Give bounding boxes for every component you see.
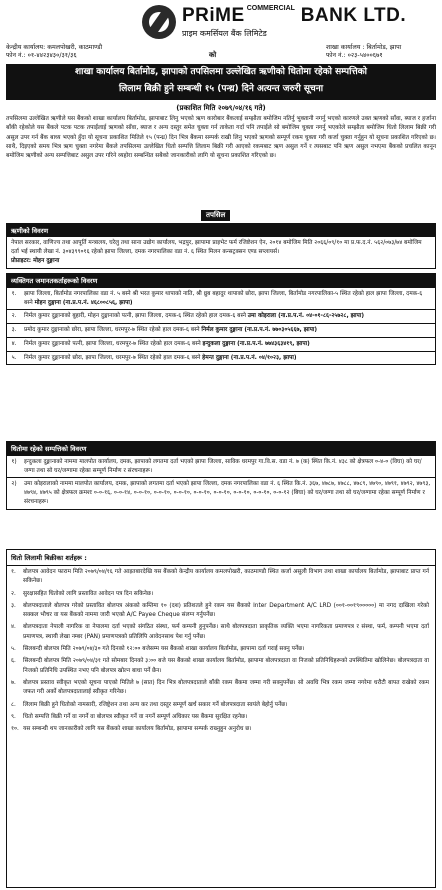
term-text: यस सम्बन्धी थप जानकारीको लागि यस बैंकको शाखा कार्यालय बिर्तामोड, झापामा सम्पर्क राख्नुहुन अनुरोध छ। <box>23 726 252 733</box>
item-text: इन्दुकला दुङ्गानाको नाममा मालपोत कार्यालय, दमक, झापाको लगतमा दर्ता भएको झापा जिल्ला, साविक धरमपुर गा.वि.स. वडा नं. ७ (क) स्थित कि.नं. ४३८ को क्षेत्रफल ०-४-० (विघा) को घर/जग्गा तथा सो घर/जग्गामा रहेका सम्पूर्ण निर्माण र संरचनाहरू। <box>24 459 422 474</box>
term-item <box>11 623 429 642</box>
borrower-heading: ऋणीको विवरण <box>7 224 435 237</box>
collateral-section <box>6 441 436 510</box>
item-number: १. <box>11 291 17 297</box>
term-text: लिलाम बिक्री हुने धितोको नामसारी, रजिष्ट्रेशन तथा अन्य कर तथा दस्तुर सम्पूर्ण खर्च सकार गर्ने बोलपत्रदाता स्वयंले बेहोर्नु पर्नेछ। <box>23 701 288 708</box>
term-text: बोलपत्रदाता नेपाली नागरिक वा नेपालमा दर्ता भएको संगठित संस्था, फर्म कम्पनी हुनुपर्नेछ। साथै बोलपत्रदाता प्राकृतिक व्यक्ति भएमा नागरिकता प्रमाणपत्र र संस्था, फर्म, कम्पनी भएमा दर्ता प्रमाणपत्र, स्थायी लेखा नम्बर (PAN) प्रमाणपत्रको प्रतिलिपि आवेदनसाथ पेश गर्नु पर्नेछ। <box>23 624 429 640</box>
term-item <box>11 590 429 599</box>
item-person-name: उमा कोइराला (ना.प्र.प.नं. ०४-०१-८६-२५७२८, झापा) <box>247 313 364 320</box>
bank-logo <box>142 5 406 39</box>
term-text: बोलपत्र आवेदन फाराम मिति २०७९/०४/१६ गते आइतबारदेखि यस बैंकको केन्द्रीय कार्यालय कमलपोखरी, काठमाण्डौ स्थित कर्जा असुली विभाग तथा शाखा कार्यालय बिर्तामोड, झापाबाट प्राप्त गर्न सकिनेछ। <box>23 569 429 585</box>
term-number: १. <box>11 569 16 575</box>
list-item <box>7 337 435 351</box>
item-person-name: हेमन्त दुङ्गाना (ना.प्र.प.नं. ०४/१०२३, झापा) <box>202 354 297 361</box>
list-item <box>7 455 435 477</box>
term-item <box>11 645 429 654</box>
item-number: २. <box>11 313 17 320</box>
term-number: ४. <box>11 624 16 631</box>
item-person-name: निर्मल कुमार दुङ्गाना (ना.प्र.प.नं. ७७०३०५६६७, झापा) <box>201 327 318 334</box>
notice-title: शाखा कार्यालय बिर्तामोड, झापाको तपसिलमा उल्लेखित ऋणीको धितोमा रहेको सम्पत्तिको लिलाम बिक्री हुने सम्बन्धी १५ (पन्ध्र) दिने अत्यन्त जरुरी सूचना <box>6 64 436 100</box>
list-item <box>7 351 435 365</box>
guarantor-heading: व्यक्तिगत जमानतकर्ताहरूको विवरण <box>7 274 435 287</box>
term-number: ९. <box>11 713 16 720</box>
publish-date: (प्रकाशित मिति २०७९/०४/१६ गते) <box>176 104 266 112</box>
list-item <box>7 323 435 337</box>
item-number: ४. <box>11 340 17 347</box>
item-text: निर्मल कुमार दुङ्गानाको छोरा, झापा जिल्ला, धरमपुर-७ स्थित रहेको हाल दमक-६ बस्ने <box>24 354 201 361</box>
term-text: सिलबन्दी बोलपत्र मिति २०७९/०४/३० गते दिनको १२:०० बजेसम्म यस बैंकको शाखा कार्यालय बिर्तामोड, झापामा दर्ता गराई सक्नु पर्नेछ। <box>23 646 305 653</box>
item-number: ३. <box>11 327 17 334</box>
term-number: ७. <box>11 679 16 686</box>
item-person-name: मोहन दुङ्गाना (ना.प्र.प.नं. ४६८००८५६, झापा) <box>34 299 133 306</box>
borrower-owner: प्रोप्राइटर: मोहन दुङ्गाना <box>11 258 60 264</box>
collateral-heading: धितोमा रहेको सम्पत्तिको विवरण <box>7 442 435 455</box>
item-text: झापा जिल्ला, बिर्तामोड नगरपालिका वडा नं. ५ बस्ने श्री भरत कुमार थापाको नाति, श्री ध्रुब बहादुर थापाको छोरा, झापा जिल्ला, बिर्तामोड नगरपालिका-५ स्थित रहेको हाल झापा जिल्ला, दमक-६ बस्ने <box>24 291 423 306</box>
term-number: २. <box>11 590 16 597</box>
terms-heading: धितो लिलामी बिक्रीका शर्तहरू : <box>7 550 435 566</box>
term-item <box>11 657 429 676</box>
item-number: २) <box>11 481 17 488</box>
item-text: निर्मल कुमार दुङ्गानाको बुहारी, मोहन दुङ्गानाको पत्नी, झापा जिल्ला, दमक-६ स्थित रहेको हाल दमक-६ बस्ने <box>24 313 246 320</box>
bank-name: PRiME $^{COMMERCIAL}$ BANK LTD. <box>182 5 407 26</box>
item-text: प्रमोद कुमार दुङ्गानाको छोरा, झापा जिल्ला, धरमपुर-७ स्थित रहेको हाल दमक-६ बस्ने <box>24 327 200 334</box>
branch-office: शाखा कार्यालय : बिर्तामोड, झापा फोन नं.: ०२३-५४००६७१ <box>326 44 402 59</box>
term-number: ३. <box>11 602 16 609</box>
term-item <box>11 602 429 621</box>
term-item <box>11 568 429 587</box>
item-number: ५. <box>11 354 17 361</box>
term-item <box>11 679 429 698</box>
term-text: बोलपत्रदाताले बोलपत्र गरेको प्रस्तावित बोलपत्र अंकको कम्तिमा १० (दश) प्रतिशतले हुने रकम यस बैंकको Inter Department A/C LRD (००१-००१९०००००) मा नगद दाखिला गरेको सक्कल भौचर वा यस बैंकको नाममा जारी भएको A/C Payee Cheque संलग्न गर्नुपर्नेछ। <box>23 602 429 619</box>
terms-section <box>6 549 436 888</box>
term-item <box>11 725 429 734</box>
bank-name-nepali: प्राइम कमर्सियल बैंक लिमिटेड <box>182 29 267 38</box>
term-number: ८. <box>11 701 16 708</box>
term-number: ५. <box>11 646 16 653</box>
item-text: निर्मल कुमार दुङ्गानाको पत्नी, झापा जिल्ला, धरमपुर-७ स्थित रहेको हाल दमक-६ बस्ने <box>24 340 201 347</box>
list-item <box>7 287 435 309</box>
term-number: ६. <box>11 658 16 665</box>
item-number: १) <box>11 459 17 465</box>
term-item <box>11 713 429 722</box>
term-text: बोलपत्र प्रस्ताव स्वीकृत भएको सूचना पाएको मितिले ७ (सात) दिन भित्र बोलपत्रदाताले बाँकी रकम बैंकमा जम्मा गरी सक्नुपर्नेछ। सो अवधि भित्र रकम जम्मा नगरेमा धरौटी बापत राखेको रकम जफत गरी अर्को बोलपत्रदातालाई स्वीकृत गरिनेछ। <box>23 679 429 696</box>
item-text: उमा कोइरालाको नाममा मालपोत कार्यालय, दमक, झापाको लगतमा दर्ता भएको झापा जिल्ला, दमक नगरपालिका वडा नं. ६ स्थित कि.नं. ३६७, ४७८७, ४७८८, ४७८९, ४७९०, ४७९१, ४७९२, ४७९३, ४७९४, ४७९५ को क्षेत्रफल क्रमशः ०-०-१६, ०-०-१४, ०-०-१०, ०-०-१०, ०-०-१०, ०-०-१०, ०-०-१०, ०-०-१०, ०-०-१०, ०-०-१२ (बिघा) को घर/जग्गा तथा सो घर/जग्गामा रहेका सम्पूर्ण निर्माण र संरचनाहरू। <box>24 481 431 505</box>
tapsil-label: तपसिल <box>201 210 230 221</box>
borrower-section <box>6 223 436 269</box>
bank-logo-icon <box>142 5 176 39</box>
list-item <box>7 309 435 323</box>
guarantor-section <box>6 273 436 365</box>
notice-intro: तपसिलमा उल्लेखित ऋणीले यस बैंकको शाखा कार्यालय बिर्तामोड, झापाबाट लिनु भएको ऋण कारोबार बैंकलाई सम्झौता बमोजिम नतिर्नु भुक्तानी नगर्नु भएको कारणले उक्त ऋणको साँवा, ब्याज र हर्जाना बाँकी रहेकोले यस बैंकले पटक पटक तपाईंलाई ऋणको साँवा, ब्याज र अन्य दस्तुर समेत चुक्ता गर्न ताकेता गर्दा पनि तपाईंले सो बमोजिम चुक्ता नगर्नु भएकोले सम्झौता बमोजिम धितो लिलाम बिक्री गरी असुल उपर गर्न बैंक बाध्य भएको हुँदा यो सूचना प्रकाशित मितिले १५ (पन्ध्र) दिन भित्र बैंकमा सम्पर्क राखी लिनु भएको ऋणको सम्पूर्ण रकम चुक्ता गरी कर्जा चुक्ता गर्नुहुन यो सूचना प्रकाशित गरिएको छ। साथै, दिइएको समय भित्र ऋण चुक्ता नगरेमा बैंकले तपसिलमा उल्लेखित धितो सम्पत्ति लिलाम बिक्री गरी आएको रकमबाट ऋण असुल गर्ने र त्यसबाट पनि ऋण असुल नभएमा बैंकको प्रचलित कानून बमोजिम ऋणीको अन्य सम्पत्तिबाट असुल उपर गरिने व्यहोरा सम्बन्धित सबैको जानकारीको लागि यो सूचना प्रकाशित गरिएको छ। <box>6 116 436 160</box>
term-text: सिलबन्दी बोलपत्र मिति २०७९/०४/३१ गते सोमबार दिनको ३:०० बजे यस बैंकको शाखा कार्यालय बिर्तामोड, झापामा बोलपत्रदाता वा निजको प्रतिनिधिहरूको उपस्थितिमा खोलिनेछ। बोलपत्रदाता वा निजको प्रतिनिधि उपस्थित नभए पनि बोलपत्र खोल्न बाधा पर्ने छैन। <box>23 658 429 674</box>
term-text: धितो सम्पत्ति बिक्री गर्ने वा नगर्ने वा बोलपत्र स्वीकृत गर्ने वा नगर्ने सम्पूर्ण अधिकार यस बैंकमा सुरक्षित रहनेछ। <box>23 713 248 720</box>
term-text: सुरक्षासहित धितोको लागि प्रस्तावित आवेदन पत्र दिन सकिनेछ। <box>23 590 154 597</box>
borrower-text: नेपाल सरकार, वाणिज्य तथा आपूर्ति मन्त्रालय, घरेलु तथा साना उद्योग कार्यालय, भद्रपुर, झापामा प्राइभेट फर्म रजिष्टेशन ऐन, २०१४ बमोजिम मिति २०६६/०९/१० मा प्र.फ.द.नं. ५६२/०७३/७४ बमोजिम दर्ता भई स्थायी लेखा नं. ३०४३९९०१६ रहेको झापा जिल्ला, दमक नगरपालिका वडा नं. ६ स्थित मिलन कन्सट्रक्सन एण्ड सप्लायर्स। <box>11 240 422 255</box>
of-label: को <box>209 51 217 59</box>
item-person-name: इन्दुकला दुङ्गाना (ना.प्र.प.नं. ७७४३६३४१९, झापा) <box>202 340 310 347</box>
term-number: १०. <box>11 726 19 733</box>
list-item <box>7 477 435 508</box>
term-item <box>11 701 429 710</box>
bank-header <box>0 0 442 62</box>
central-office: केन्द्रीय कार्यालय: कमलपोखरी, काठमाण्डौ फोन नं.: ०१-४४२३४३०/३१/३६ <box>6 44 103 59</box>
